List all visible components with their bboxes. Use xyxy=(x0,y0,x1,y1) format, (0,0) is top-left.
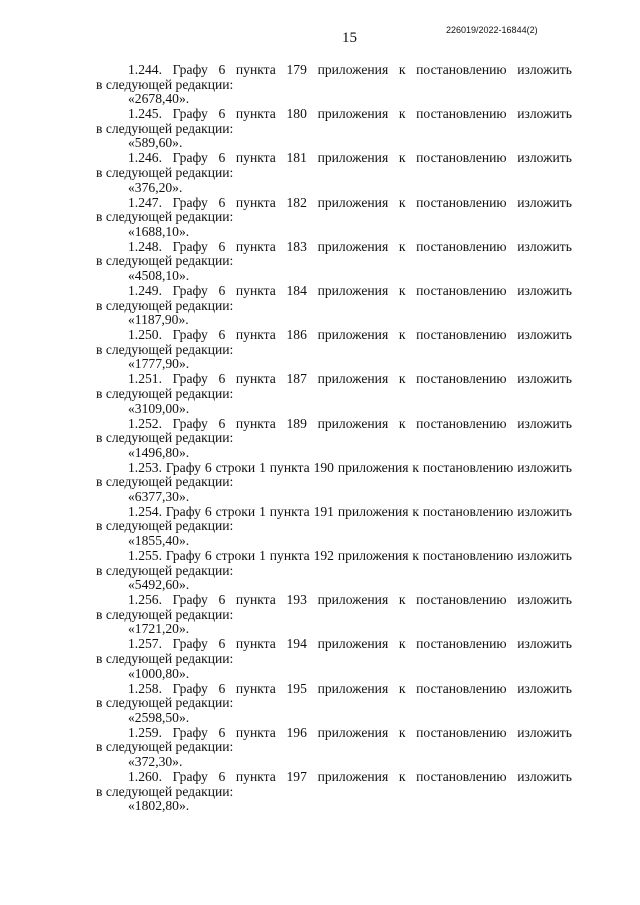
instruction-word: приложения xyxy=(317,636,389,652)
amendment-continuation: в следующей редакции: xyxy=(96,385,234,401)
amendment-item xyxy=(96,328,572,372)
instruction-word: пункта xyxy=(235,680,276,696)
instruction-word: пункта xyxy=(235,282,276,298)
instruction-word: постановлению xyxy=(416,327,507,343)
amendment-continuation: в следующей редакции: xyxy=(96,474,234,490)
instruction-word: 1.248. xyxy=(128,238,162,254)
amendment-continuation: в следующей редакции: xyxy=(96,297,234,313)
instruction-word: 1.249. xyxy=(128,282,162,298)
instruction-word: приложения xyxy=(337,459,409,475)
instruction-word: изложить xyxy=(517,106,572,122)
instruction-word: постановлению xyxy=(422,459,514,475)
instruction-word: постановлению xyxy=(416,282,507,298)
amendment-continuation: в следующей редакции: xyxy=(96,76,234,92)
instruction-word: изложить xyxy=(517,503,572,519)
instruction-word: 1.258. xyxy=(128,680,162,696)
amendment-instruction xyxy=(128,107,572,122)
amendment-instruction xyxy=(128,328,572,343)
instruction-word: постановлению xyxy=(416,194,507,210)
amendment-value: «2678,40». xyxy=(128,91,190,107)
instruction-word: 190 xyxy=(313,459,334,475)
instruction-word: Графу xyxy=(172,150,208,166)
instruction-word: изложить xyxy=(517,636,572,652)
instruction-word: изложить xyxy=(517,592,572,608)
amendment-value: «1688,10». xyxy=(128,223,190,239)
amendment-instruction xyxy=(128,417,572,432)
instruction-word: пункта xyxy=(235,769,276,784)
instruction-word: 6 xyxy=(204,548,212,564)
amendment-item xyxy=(96,196,572,240)
instruction-word: 6 xyxy=(218,62,226,77)
instruction-word: 6 xyxy=(218,769,226,784)
amendment-item xyxy=(96,549,572,593)
amendment-instruction xyxy=(128,770,572,785)
amendment-item xyxy=(96,637,572,681)
instruction-word: 1.256. xyxy=(128,592,162,608)
amendment-value: «1721,20». xyxy=(128,621,190,637)
instruction-word: приложения xyxy=(317,150,389,166)
amendment-continuation: в следующей редакции: xyxy=(96,430,234,446)
instruction-word: Графу xyxy=(172,371,208,387)
instruction-word: 6 xyxy=(218,194,226,210)
instruction-word: 6 xyxy=(218,724,226,740)
instruction-word: к xyxy=(398,106,406,122)
amendment-instruction xyxy=(128,196,572,211)
amendment-item xyxy=(96,505,572,549)
instruction-word: 182 xyxy=(286,194,307,210)
instruction-word: пункта xyxy=(235,238,276,254)
instruction-word: 191 xyxy=(313,503,334,519)
instruction-word: 1.252. xyxy=(128,415,162,431)
instruction-word: строки xyxy=(215,503,256,519)
instruction-word: приложения xyxy=(337,548,409,564)
instruction-word: 1.244. xyxy=(128,62,162,77)
instruction-word: 6 xyxy=(218,636,226,652)
amendment-item xyxy=(96,593,572,637)
instruction-word: изложить xyxy=(517,327,572,343)
instruction-word: 6 xyxy=(218,415,226,431)
amendment-instruction xyxy=(128,461,572,476)
instruction-word: 6 xyxy=(218,282,226,298)
instruction-word: к xyxy=(398,592,406,608)
instruction-word: к xyxy=(398,238,406,254)
instruction-word: пункта xyxy=(235,371,276,387)
amendment-instruction xyxy=(128,63,572,78)
instruction-word: изложить xyxy=(517,680,572,696)
instruction-word: 197 xyxy=(286,769,307,784)
instruction-word: приложения xyxy=(317,769,389,784)
instruction-word: изложить xyxy=(517,415,572,431)
instruction-word: Графу xyxy=(172,769,208,784)
instruction-word: изложить xyxy=(517,459,572,475)
instruction-word: приложения xyxy=(317,724,389,740)
amendment-instruction xyxy=(128,240,572,255)
amendment-item xyxy=(96,63,572,107)
amendment-value: «1496,80». xyxy=(128,444,190,460)
instruction-word: Графу xyxy=(172,62,208,77)
instruction-word: 6 xyxy=(218,327,226,343)
amendment-instruction xyxy=(128,372,572,387)
instruction-word: 181 xyxy=(286,150,307,166)
instruction-word: приложения xyxy=(317,238,389,254)
amendment-instruction xyxy=(128,505,572,520)
instruction-word: 6 xyxy=(218,592,226,608)
instruction-word: пункта xyxy=(269,459,310,475)
amendment-instruction xyxy=(128,593,572,608)
instruction-word: постановлению xyxy=(422,503,514,519)
instruction-word: Графу xyxy=(172,194,208,210)
instruction-word: постановлению xyxy=(416,680,507,696)
instruction-word: 187 xyxy=(286,371,307,387)
amendment-value: «2598,50». xyxy=(128,709,190,725)
amendment-continuation: в следующей редакции: xyxy=(96,341,234,357)
instruction-word: постановлению xyxy=(416,106,507,122)
instruction-word: 1 xyxy=(259,459,266,475)
instruction-word: приложения xyxy=(317,106,389,122)
amendment-instruction xyxy=(128,151,572,166)
instruction-word: приложения xyxy=(317,680,389,696)
instruction-word: 6 xyxy=(218,238,226,254)
page-number: 15 xyxy=(342,30,357,46)
amendment-continuation: в следующей редакции: xyxy=(96,783,234,799)
amendment-continuation: в следующей редакции: xyxy=(96,562,234,578)
amendment-instruction xyxy=(128,682,572,697)
instruction-word: приложения xyxy=(317,62,389,77)
instruction-word: постановлению xyxy=(416,371,507,387)
instruction-word: приложения xyxy=(317,415,389,431)
amendment-value: «3109,00». xyxy=(128,400,190,416)
instruction-word: к xyxy=(398,724,406,740)
instruction-word: 1.246. xyxy=(128,150,162,166)
instruction-word: пункта xyxy=(235,62,276,77)
instruction-word: 193 xyxy=(286,592,307,608)
instruction-word: 1.259. xyxy=(128,724,162,740)
instruction-word: 1 xyxy=(259,548,266,564)
instruction-word: изложить xyxy=(517,548,572,564)
instruction-word: Графу xyxy=(165,503,201,519)
instruction-word: постановлению xyxy=(416,238,507,254)
instruction-word: 1.260. xyxy=(128,769,162,784)
instruction-word: к xyxy=(398,327,406,343)
amendment-value: «6377,30». xyxy=(128,488,190,504)
instruction-word: 1.245. xyxy=(128,106,162,122)
instruction-word: пункта xyxy=(235,415,276,431)
instruction-word: постановлению xyxy=(416,62,507,77)
instruction-word: к xyxy=(398,150,406,166)
instruction-word: Графу xyxy=(172,238,208,254)
amendment-continuation: в следующей редакции: xyxy=(96,253,234,269)
instruction-word: к xyxy=(412,459,419,475)
instruction-word: пункта xyxy=(235,636,276,652)
instruction-word: строки xyxy=(215,459,256,475)
instruction-word: пункта xyxy=(235,150,276,166)
amendment-list xyxy=(96,63,572,814)
instruction-word: к xyxy=(398,62,406,77)
amendment-item xyxy=(96,682,572,726)
amendment-value: «5492,60». xyxy=(128,577,190,593)
amendment-continuation: в следующей редакции: xyxy=(96,120,234,136)
instruction-word: изложить xyxy=(517,769,572,784)
instruction-word: 195 xyxy=(286,680,307,696)
instruction-word: 1 xyxy=(259,503,266,519)
instruction-word: 1.257. xyxy=(128,636,162,652)
amendment-item xyxy=(96,240,572,284)
instruction-word: 6 xyxy=(218,371,226,387)
amendment-continuation: в следующей редакции: xyxy=(96,739,234,755)
instruction-word: изложить xyxy=(517,238,572,254)
amendment-item xyxy=(96,461,572,505)
instruction-word: постановлению xyxy=(416,636,507,652)
amendment-continuation: в следующей редакции: xyxy=(96,695,234,711)
instruction-word: 1.255. xyxy=(128,548,162,564)
instruction-word: Графу xyxy=(172,680,208,696)
instruction-word: 6 xyxy=(204,503,212,519)
instruction-word: к xyxy=(398,680,406,696)
instruction-word: Графу xyxy=(172,592,208,608)
instruction-word: изложить xyxy=(517,282,572,298)
instruction-word: пункта xyxy=(269,503,310,519)
instruction-word: изложить xyxy=(517,62,572,77)
instruction-word: Графу xyxy=(165,459,201,475)
amendment-continuation: в следующей редакции: xyxy=(96,164,234,180)
instruction-word: Графу xyxy=(172,282,208,298)
instruction-word: 183 xyxy=(286,238,307,254)
instruction-word: пункта xyxy=(235,592,276,608)
amendment-value: «589,60». xyxy=(128,135,183,151)
instruction-word: приложения xyxy=(317,371,389,387)
instruction-word: Графу xyxy=(172,724,208,740)
amendment-value: «1802,80». xyxy=(128,798,190,814)
amendment-item xyxy=(96,770,572,814)
amendment-continuation: в следующей редакции: xyxy=(96,651,234,667)
instruction-word: пункта xyxy=(235,724,276,740)
instruction-word: 6 xyxy=(204,459,212,475)
amendment-instruction xyxy=(128,726,572,741)
instruction-word: постановлению xyxy=(416,150,507,166)
instruction-word: приложения xyxy=(317,194,389,210)
instruction-word: к xyxy=(398,371,406,387)
instruction-word: приложения xyxy=(317,282,389,298)
instruction-word: к xyxy=(398,415,406,431)
amendment-value: «372,30». xyxy=(128,754,183,769)
instruction-word: 1.247. xyxy=(128,194,162,210)
amendment-continuation: в следующей редакции: xyxy=(96,209,234,225)
amendment-item xyxy=(96,372,572,416)
amendment-item xyxy=(96,417,572,461)
instruction-word: к xyxy=(412,503,419,519)
instruction-word: к xyxy=(398,194,406,210)
instruction-word: постановлению xyxy=(416,769,507,784)
instruction-word: постановлению xyxy=(416,415,507,431)
amendment-value: «376,20». xyxy=(128,179,183,195)
amendment-value: «1855,40». xyxy=(128,533,190,549)
instruction-word: пункта xyxy=(235,106,276,122)
instruction-word: 6 xyxy=(218,106,226,122)
instruction-word: 189 xyxy=(286,415,307,431)
amendment-instruction xyxy=(128,637,572,652)
instruction-word: изложить xyxy=(517,724,572,740)
instruction-word: к xyxy=(398,769,406,784)
instruction-word: пункта xyxy=(269,548,310,564)
instruction-word: 192 xyxy=(313,548,334,564)
instruction-word: 194 xyxy=(286,636,307,652)
instruction-word: 1.251. xyxy=(128,371,162,387)
amendment-value: «1187,90». xyxy=(128,312,189,328)
instruction-word: 1.254. xyxy=(128,503,162,519)
instruction-word: пункта xyxy=(235,327,276,343)
instruction-word: к xyxy=(398,282,406,298)
instruction-word: постановлению xyxy=(416,592,507,608)
instruction-word: приложения xyxy=(317,592,389,608)
instruction-word: приложения xyxy=(317,327,389,343)
instruction-word: 6 xyxy=(218,680,226,696)
amendment-item xyxy=(96,726,572,770)
amendment-item xyxy=(96,151,572,195)
instruction-word: к xyxy=(398,636,406,652)
amendment-continuation: в следующей редакции: xyxy=(96,606,234,622)
document-id: 226019/2022-16844(2) xyxy=(446,25,538,35)
amendment-continuation: в следующей редакции: xyxy=(96,518,234,534)
instruction-word: 6 xyxy=(218,150,226,166)
instruction-word: приложения xyxy=(337,503,409,519)
instruction-word: 1.253. xyxy=(128,459,162,475)
instruction-word: постановлению xyxy=(416,724,507,740)
amendment-value: «1000,80». xyxy=(128,665,190,681)
amendment-value: «4508,10». xyxy=(128,267,190,283)
instruction-word: Графу xyxy=(172,327,208,343)
amendment-instruction xyxy=(128,549,572,564)
amendment-item xyxy=(96,107,572,151)
instruction-word: изложить xyxy=(517,371,572,387)
instruction-word: 180 xyxy=(286,106,307,122)
instruction-word: 179 xyxy=(286,62,307,77)
instruction-word: изложить xyxy=(517,150,572,166)
instruction-word: строки xyxy=(215,548,256,564)
instruction-word: пункта xyxy=(235,194,276,210)
instruction-word: Графу xyxy=(172,636,208,652)
instruction-word: изложить xyxy=(517,194,572,210)
instruction-word: 186 xyxy=(286,327,307,343)
instruction-word: Графу xyxy=(172,106,208,122)
instruction-word: постановлению xyxy=(422,548,514,564)
amendment-item xyxy=(96,284,572,328)
instruction-word: 196 xyxy=(286,724,307,740)
instruction-word: Графу xyxy=(165,548,201,564)
instruction-word: Графу xyxy=(172,415,208,431)
amendment-instruction xyxy=(128,284,572,299)
instruction-word: к xyxy=(412,548,419,564)
instruction-word: 184 xyxy=(286,282,307,298)
amendment-value: «1777,90». xyxy=(128,356,190,372)
instruction-word: 1.250. xyxy=(128,327,162,343)
